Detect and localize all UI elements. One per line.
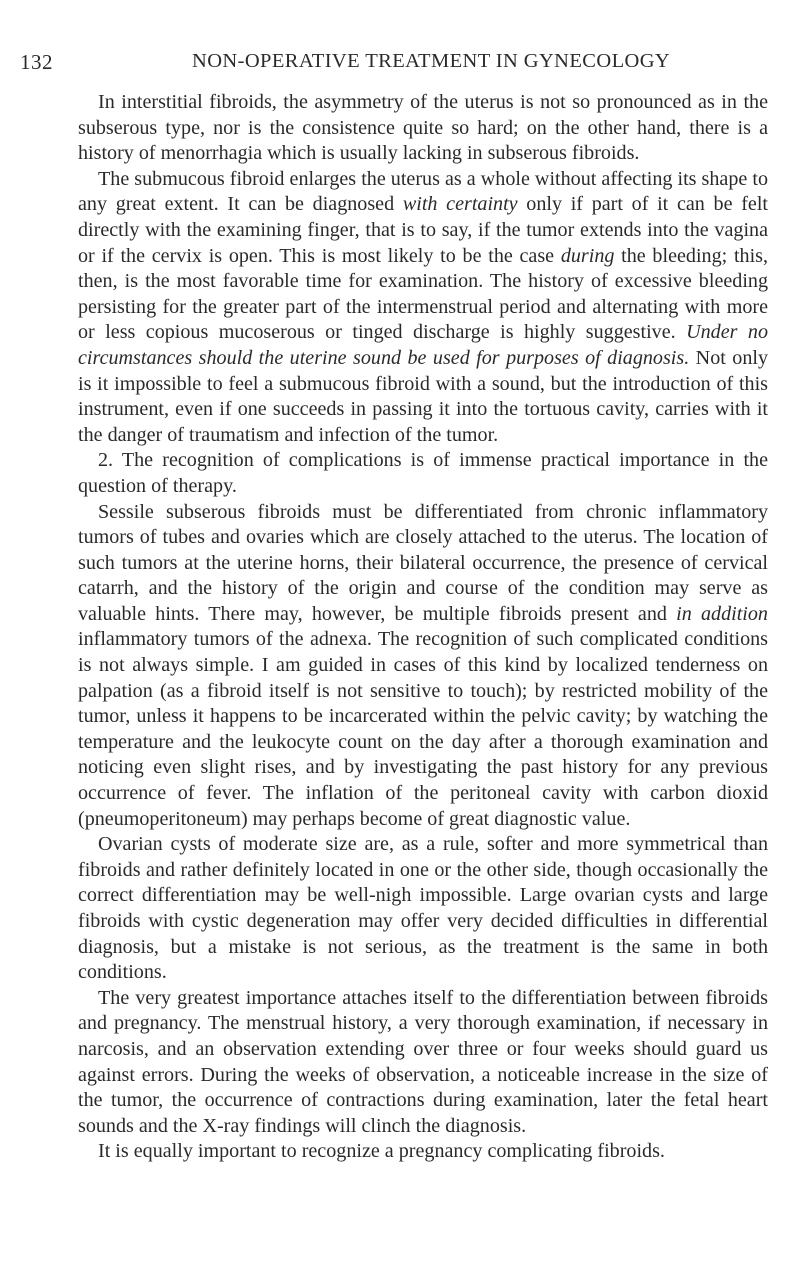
paragraph-text: the bleeding; this, then, is the most favorable time for examination. The history of excessive bleeding persisting for the greater part of the intermenstrual period and alternating with more or less copious mucoserous or tinged discharge is highly suggestive. xyxy=(78,244,768,344)
italic-text: in addition xyxy=(676,602,768,625)
paragraph xyxy=(78,448,768,499)
paragraph-text: inflammatory tumors of the adnexa. The recognition of such complicated conditions is not always simple. I am guided in cases of this kind by localized tenderness on palpation (as a fibroid itself is not sensitive to touch); by restricted mobility of the tumor, unless it happens to be incarcerated within the pelvic cavity; by watching the temperature and the leukocyte count on the day after a thorough examination and noticing even slight rises, and by investigating the past history for any previous occurrence of fever. The inflation of the peritoneal cavity with carbon dioxid (pneumoperitoneum) may perhaps become of great diagnostic value. xyxy=(78,628,768,830)
page-number: 132 xyxy=(20,50,53,74)
paragraph-text: only if part of it can be felt directly with the examining finger, that is to say, if the tumor extends into the vagina or if the cervix is open. This is most likely to be the case xyxy=(78,193,769,267)
paragraph-text: Ovarian cysts of moderate size are, as a rule, softer and more symmetrical than fibroids and rather definitely located in one or the other side, though occasionally the correct differentiation may be well-nigh impossible. Large ovarian cysts and large fibroids with cystic degeneration may offer very decided difficulties in differential diagnosis, but a mistake is not serious, as the treatment is the same in both conditions. xyxy=(78,833,768,984)
running-title: NON-OPERATIVE TREATMENT IN GYNECOLOGY xyxy=(192,50,671,72)
italic-text: Under no circumstances should the uterine sound be used for purposes of diagnosis. xyxy=(78,321,768,369)
paragraph-text: Not only is it impossible to feel a submucous fibroid with a sound, but the introduction of this instrument, even if one succeeds in passing it into the tortuous cavity, carries with it the danger of traumatism and infection of the tumor. xyxy=(78,346,768,446)
paragraph xyxy=(78,90,768,167)
paragraph-text: 2. The recognition of complications is of immense practical importance in the question of therapy. xyxy=(78,449,768,497)
paragraph xyxy=(78,1139,768,1165)
paragraph-text: It is equally important to recognize a pregnancy complicating fibroids. xyxy=(98,1140,665,1163)
page-header xyxy=(20,50,760,78)
paragraph xyxy=(78,832,768,986)
paragraph xyxy=(78,500,768,833)
paragraph-text: Sessile subserous fibroids must be differentiated from chronic inflammatory tumors of tubes and ovaries which are closely attached to the uterus. The location of such tumors at the uterine horns, their bilateral occurrence, the presence of cervical catarrh, and the history of the origin and course of the condition may serve as valuable hints. There may, however, be multiple fibroids present and xyxy=(78,500,768,625)
paragraph xyxy=(78,167,768,449)
italic-text: during xyxy=(560,244,615,267)
body-text xyxy=(78,90,768,1165)
paragraph xyxy=(78,986,768,1140)
paragraph-text: In interstitial fibroids, the asymmetry of the uterus is not so pronounced as in the subserous type, nor is the consistence quite so hard; on the other hand, there is a history of menorrhagia which is usually lacking in subserous fibroids. xyxy=(78,91,768,165)
italic-text: with certainty xyxy=(402,193,518,216)
paragraph-text: The very greatest importance attaches itself to the differentiation between fibroids and pregnancy. The menstrual history, a very thorough examination, if necessary in narcosis, and an observation extending over three or four weeks should guard us against errors. During the weeks of observation, a noticeable increase in the size of the tumor, the occurrence of contractions during examination, later the fetal heart sounds and the X-ray findings will clinch the diagnosis. xyxy=(78,986,768,1137)
paragraph-text: The submucous fibroid enlarges the uterus as a whole without affecting its shape to any great extent. It can be diagnosed xyxy=(78,167,768,216)
